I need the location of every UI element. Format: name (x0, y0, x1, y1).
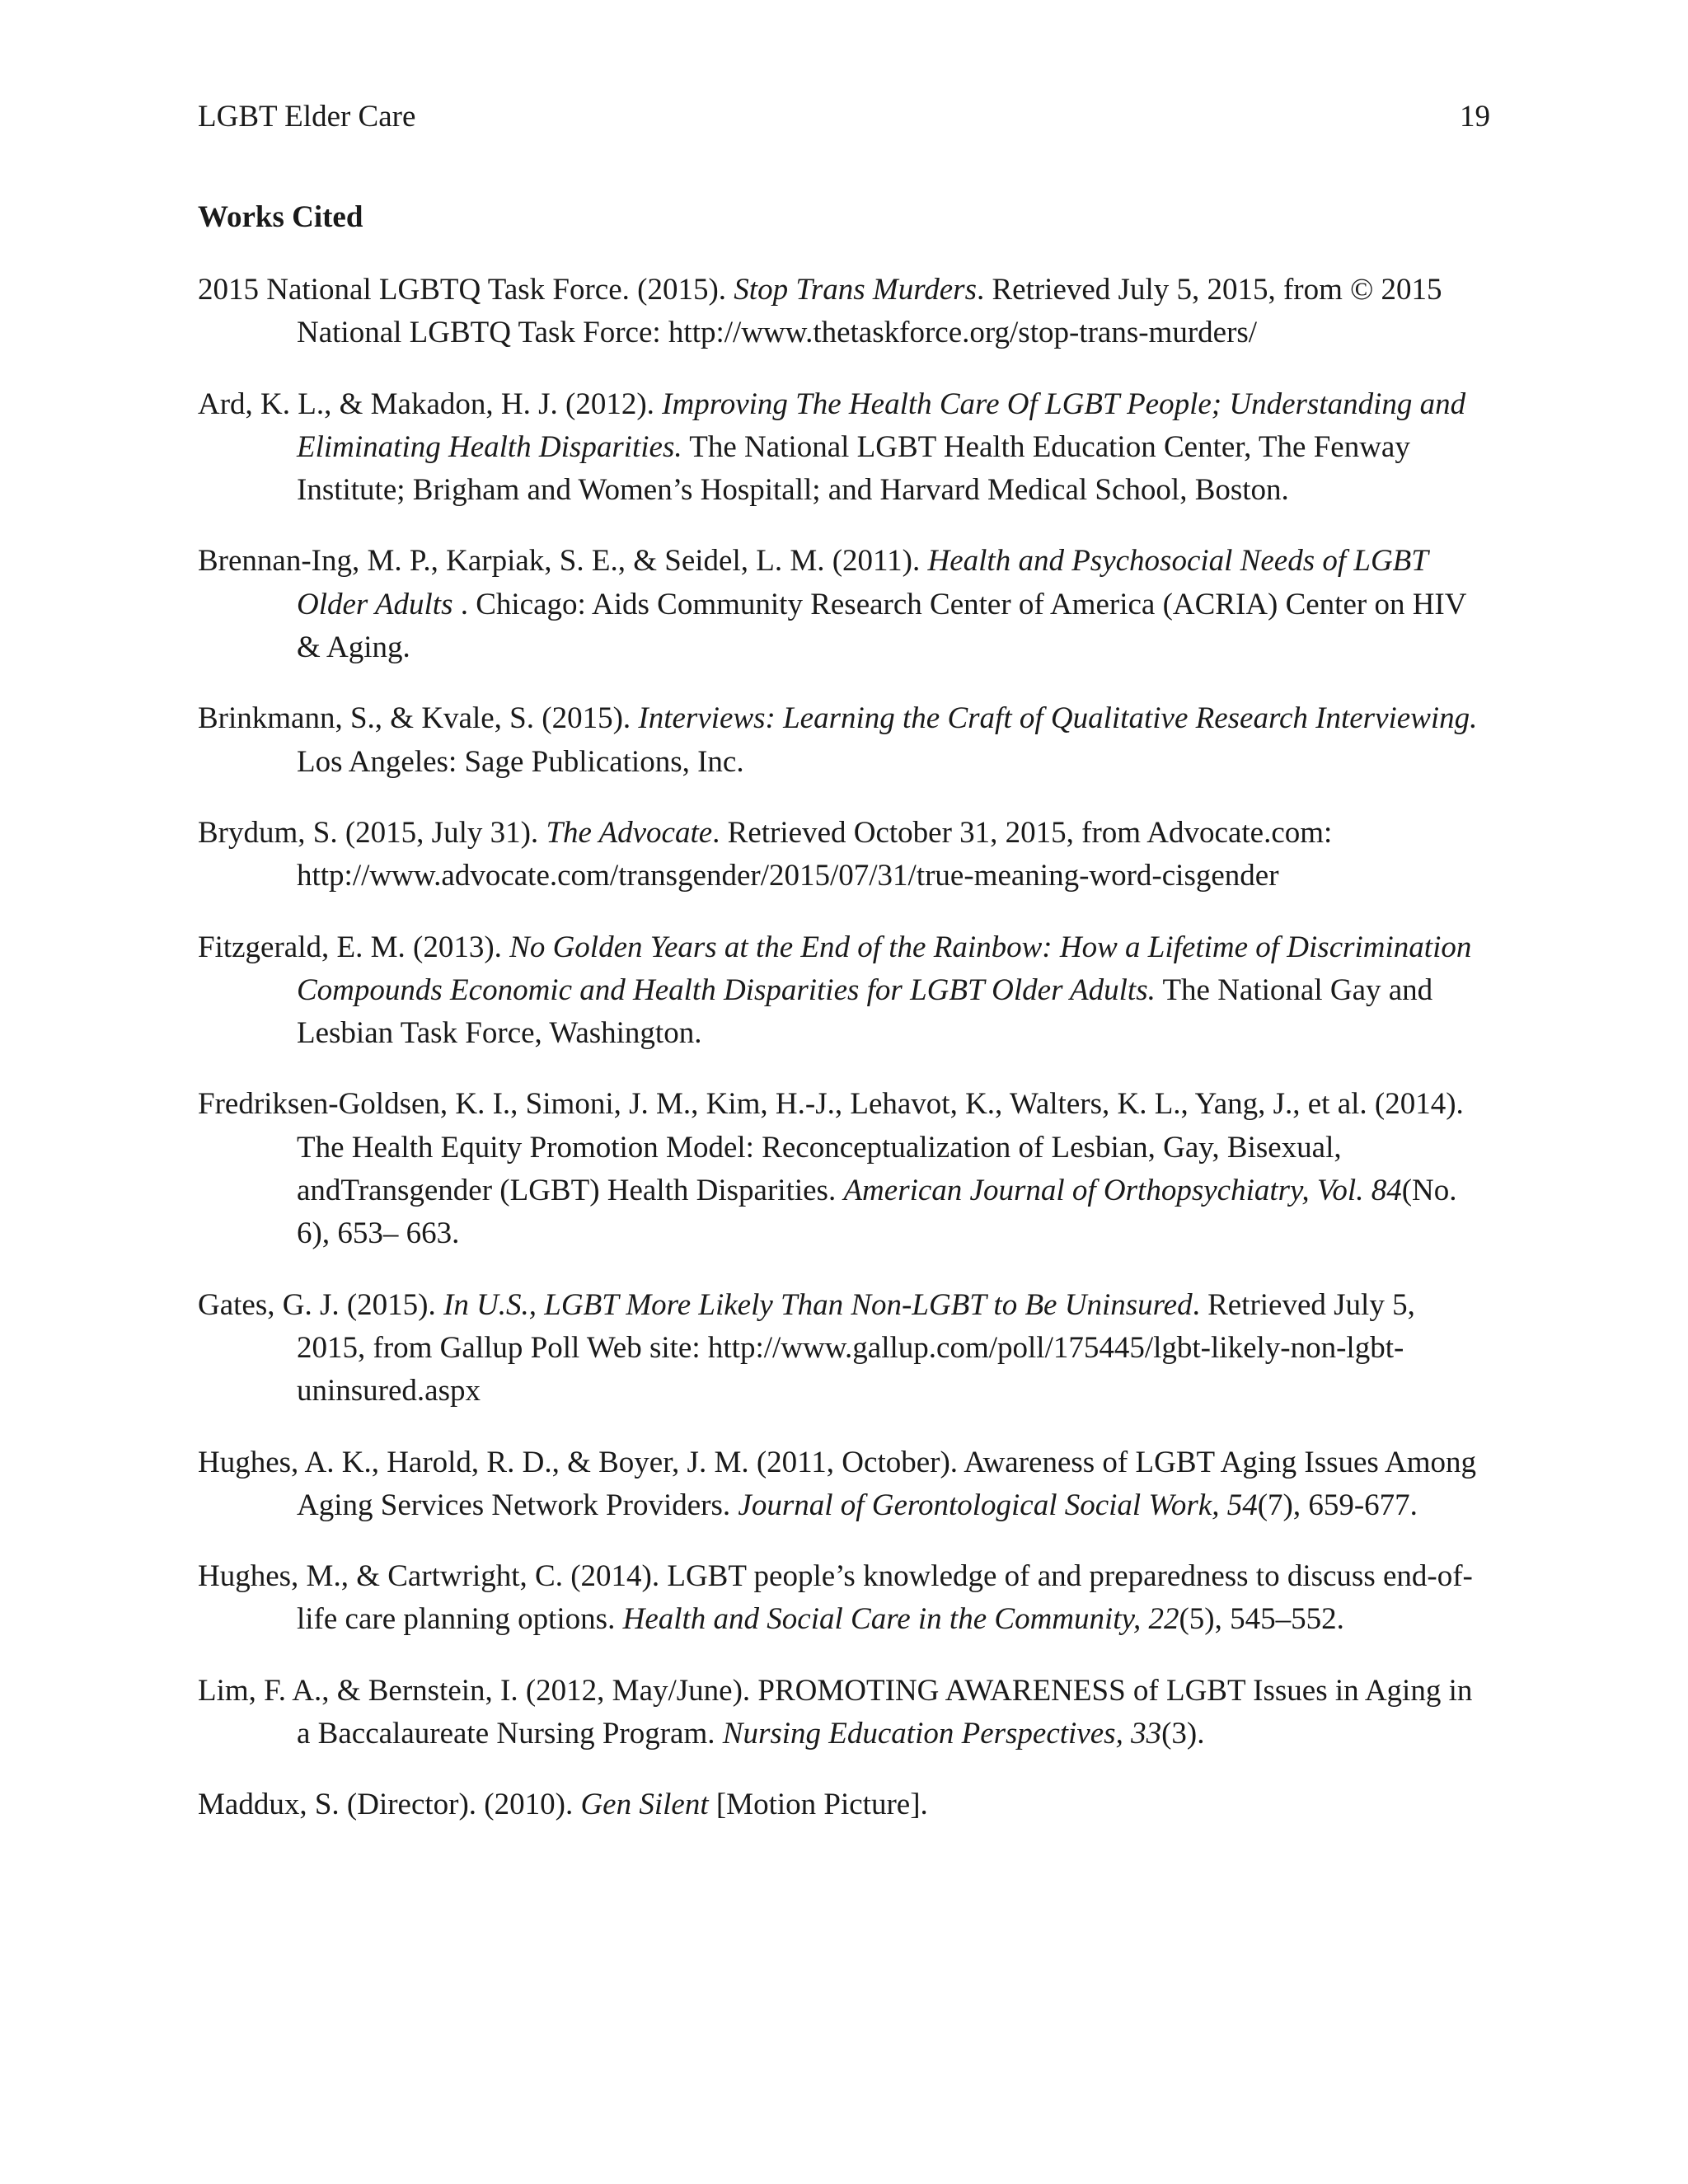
reference-text: (5), 545–552. (1179, 1602, 1344, 1637)
reference-text: Fredriksen-Goldsen, K. I., Simoni, J. M., Kim, H.-J., Lehavot, K., Walters, K. L., Yang, J., et al. (2014). The Health Equity Promotion Model: Reconceptualization of Lesbian, Gay, Bisexual, andTransgender (LGBT) Health Disparities. (198, 1087, 1464, 1208)
running-header-title: LGBT Elder Care (198, 100, 416, 134)
reference-title: Interviews: Learning the Craft of Qualitative Research Interviewing. (638, 701, 1478, 736)
reference-entry (198, 1670, 1490, 1756)
reference-entry (198, 383, 1490, 513)
reference-title: American Journal of Orthopsychiatry, Vol. 84 (843, 1174, 1402, 1208)
reference-entry (198, 1284, 1490, 1413)
reference-entry (198, 1083, 1490, 1255)
reference-text: . Retrieved July 5, 2015, from © 2015 National LGBTQ Task Force: http://www.thetaskforce.org/stop-trans-murders/ (297, 273, 1442, 350)
reference-text: Maddux, S. (Director). (2010). (198, 1788, 581, 1822)
reference-text: Los Angeles: Sage Publications, Inc. (297, 744, 744, 779)
reference-text: (3). (1161, 1717, 1205, 1751)
reference-list (198, 269, 1490, 1855)
reference-text: Fitzgerald, E. M. (2013). (198, 930, 510, 964)
reference-text: . Chicago: Aids Community Research Center of America (ACRIA) Center on HIV & Aging. (297, 587, 1466, 665)
reference-text: The National Gay and Lesbian Task Force, Washington. (297, 972, 1433, 1051)
reference-text: Brinkmann, S., & Kvale, S. (2015). (198, 701, 639, 736)
reference-entry (198, 812, 1490, 898)
reference-text: Brennan-Ing, M. P., Karpiak, S. E., & Seidel, L. M. (2011). (198, 544, 928, 579)
reference-text: Lim, F. A., & Bernstein, I. (2012, May/June). PROMOTING AWARENESS of LGBT Issues in Aging in a Baccalaureate Nursing Program. (198, 1673, 1473, 1751)
reference-entry (198, 1555, 1490, 1642)
reference-text: The National LGBT Health Education Center, The Fenway Institute; Brigham and Women’s Hospitall; and Harvard Medical School, Boston. (297, 429, 1410, 508)
reference-entry (198, 269, 1490, 355)
reference-text: (7), 659-677. (1257, 1488, 1418, 1522)
reference-entry (198, 1441, 1490, 1528)
reference-text: Brydum, S. (2015, July 31). (198, 815, 546, 850)
reference-title: The Advocate (546, 815, 713, 850)
reference-entry (198, 697, 1490, 784)
reference-title: Gen Silent (580, 1788, 709, 1822)
reference-text: (No. 6), 653– 663. (297, 1174, 1457, 1251)
reference-text: Ard, K. L., & Makadon, H. J. (2012). (198, 387, 663, 421)
reference-title: No Golden Years at the End of the Rainbow: How a Lifetime of Discrimination Compounds Economic and Health Disparities for LGBT Older Adults. (297, 930, 1472, 1007)
works-cited-heading: Works Cited (198, 200, 363, 234)
reference-text: [Motion Picture]. (708, 1788, 928, 1822)
reference-text: Hughes, M., & Cartwright, C. (2014). LGBT people’s knowledge of and preparedness to discuss end-of-life care planning options. (198, 1559, 1473, 1637)
reference-title: Nursing Education Perspectives, 33 (722, 1717, 1162, 1751)
reference-text: . Retrieved July 5, 2015, from Gallup Poll Web site: http://www.gallup.com/poll/175445/lgbt-likely-non-lgbt-uninsured.aspx (297, 1287, 1415, 1408)
reference-text: Hughes, A. K., Harold, R. D., & Boyer, J. M. (2011, October). Awareness of LGBT Aging Issues Among Aging Services Network Providers. (198, 1445, 1477, 1522)
page-number: 19 (1460, 100, 1490, 134)
reference-text: Gates, G. J. (2015). (198, 1287, 444, 1322)
reference-text: 2015 National LGBTQ Task Force. (2015). (198, 273, 734, 307)
reference-entry (198, 1783, 1490, 1826)
reference-title: Health and Psychosocial Needs of LGBT Older Adults (297, 544, 1428, 621)
reference-text: . Retrieved October 31, 2015, from Advocate.com: http://www.advocate.com/transgender/2015/07/31/true-meaning-word-cisgender (297, 815, 1333, 893)
reference-title: Journal of Gerontological Social Work, 54 (738, 1488, 1258, 1522)
reference-title: Stop Trans Murders (734, 273, 977, 307)
reference-title: In U.S., LGBT More Likely Than Non-LGBT to Be Uninsured (443, 1287, 1193, 1322)
reference-title: Health and Social Care in the Community, 22 (622, 1602, 1179, 1637)
reference-entry (198, 540, 1490, 669)
reference-title: Improving The Health Care Of LGBT People; Understanding and Eliminating Health Disparities. (297, 387, 1466, 464)
reference-entry (198, 926, 1490, 1056)
